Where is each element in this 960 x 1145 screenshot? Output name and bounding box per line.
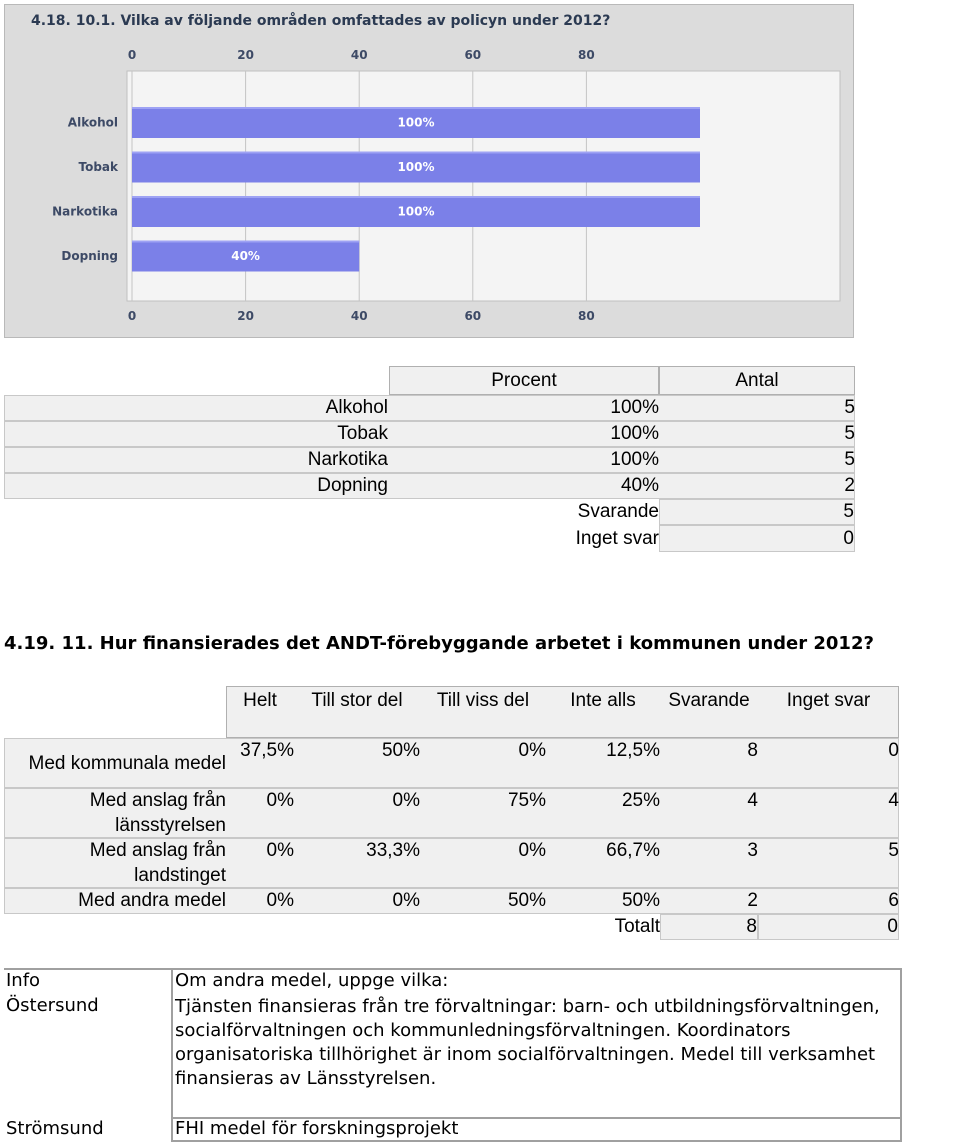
bar-highlight [132,152,700,154]
row-label: Narkotika [307,449,388,470]
comment-info: Östersund [6,995,99,1016]
row-label: Med anslag från länsstyrelsen [89,790,226,836]
chart-title: 4.18. 10.1. Vilka av följande områden omfattades av policyn under 2012? [31,13,611,29]
bar-highlight [132,196,700,198]
comment-info: Strömsund [6,1118,104,1139]
value-cell: 12,5% [606,740,660,761]
x-tick-label: 0 [127,309,137,323]
x-tick-label: 60 [464,309,482,323]
header-cell: Svarande [668,690,750,711]
row-label: Med kommunala medel [28,752,226,774]
row-count: 5 [844,449,855,470]
policy-areas-chart [4,4,854,338]
value-cell: 0% [266,840,294,861]
comment-answer: FHI medel för forskningsprojekt [175,1118,459,1139]
row-percent: 100% [610,449,659,470]
category-label: Alkohol [67,115,118,130]
category-label: Narkotika [52,204,118,219]
category-label: Tobak [78,160,118,174]
summary-label: Inget svar [575,527,659,549]
x-tick-label: 60 [464,48,482,62]
value-cell: 66,7% [606,840,660,861]
bar-value-label: 40% [231,249,260,263]
x-tick-label: 20 [237,48,254,62]
category-label: Dopning [61,249,118,263]
row-label: Tobak [337,423,388,444]
header-percent: Procent [389,366,659,395]
bar-highlight [132,241,359,243]
value-cell: 0% [266,790,294,811]
bar-highlight [132,107,700,109]
value-cell: 6 [888,890,899,911]
value-cell: 4 [888,790,899,811]
row-count: 5 [844,397,855,418]
header-cell: Helt [243,690,277,711]
header-answer: Om andra medel, uppge vilka: [175,970,449,991]
header-cell: Till viss del [436,690,530,711]
x-tick-label: 40 [350,309,368,323]
value-cell: 0% [266,890,294,911]
row-label: Med anslag från landstinget [89,840,226,886]
x-tick-label: 0 [127,48,137,62]
value-cell: 25% [621,790,660,811]
value-cell: 0% [392,890,420,911]
header-cell: Till stor del [311,690,403,711]
total-label: Totalt [614,916,660,937]
row-percent: 40% [620,475,659,496]
row-label: Med andra medel [78,890,226,911]
row-label: Alkohol [325,397,388,418]
value-cell: 2 [747,890,758,911]
header-info: Info [6,970,41,991]
value-cell: 50% [507,890,546,911]
x-tick-label: 80 [578,309,595,323]
value-cell: 8 [747,740,758,761]
comment-answer: Tjänsten finansieras från tre förvaltningar: barn- och utbildningsförvaltningen, socialförvaltningen och kommunledningsförvaltningen. Koordinators organisatoriska tillhörighet är inom socialförvaltningen. Medel till verksamhet finansieras av Länsstyrelsen. [175,996,880,1089]
value-cell: 0% [392,790,420,811]
value-cell: 50% [381,740,420,761]
value-cell: 33,3% [366,840,420,861]
value-cell: 75% [507,790,546,811]
header-cell: Inget svar [786,690,871,711]
bar-value-label: 100% [397,160,435,174]
value-cell: 0% [518,740,546,761]
bar-value-label: 100% [397,115,435,130]
total-respondents: 8 [660,914,758,940]
row-label: Dopning [317,475,388,496]
x-tick-label: 20 [237,309,254,323]
value-cell: 37,5% [240,740,294,761]
row-count: 2 [844,475,855,496]
total-no-answer: 0 [758,914,899,940]
value-cell: 0 [888,740,899,761]
row-percent: 100% [610,423,659,444]
summary-count: 5 [659,499,855,525]
value-cell: 0% [518,840,546,861]
header-count: Antal [659,366,855,395]
row-count: 5 [844,423,855,444]
summary-count: 0 [659,525,855,552]
x-tick-label: 80 [578,48,595,62]
header-cell: Inte alls [570,690,636,711]
row-percent: 100% [610,397,659,418]
chart-svg [5,5,855,339]
value-cell: 5 [888,840,899,861]
x-tick-label: 40 [350,48,368,62]
section-title: 4.19. 11. Hur finansierades det ANDT-förebyggande arbetet i kommunen under 2012? [4,633,874,654]
value-cell: 50% [621,890,660,911]
bar-value-label: 100% [397,204,435,219]
value-cell: 3 [747,840,758,861]
value-cell: 4 [747,790,758,811]
summary-label: Svarande [577,501,659,522]
